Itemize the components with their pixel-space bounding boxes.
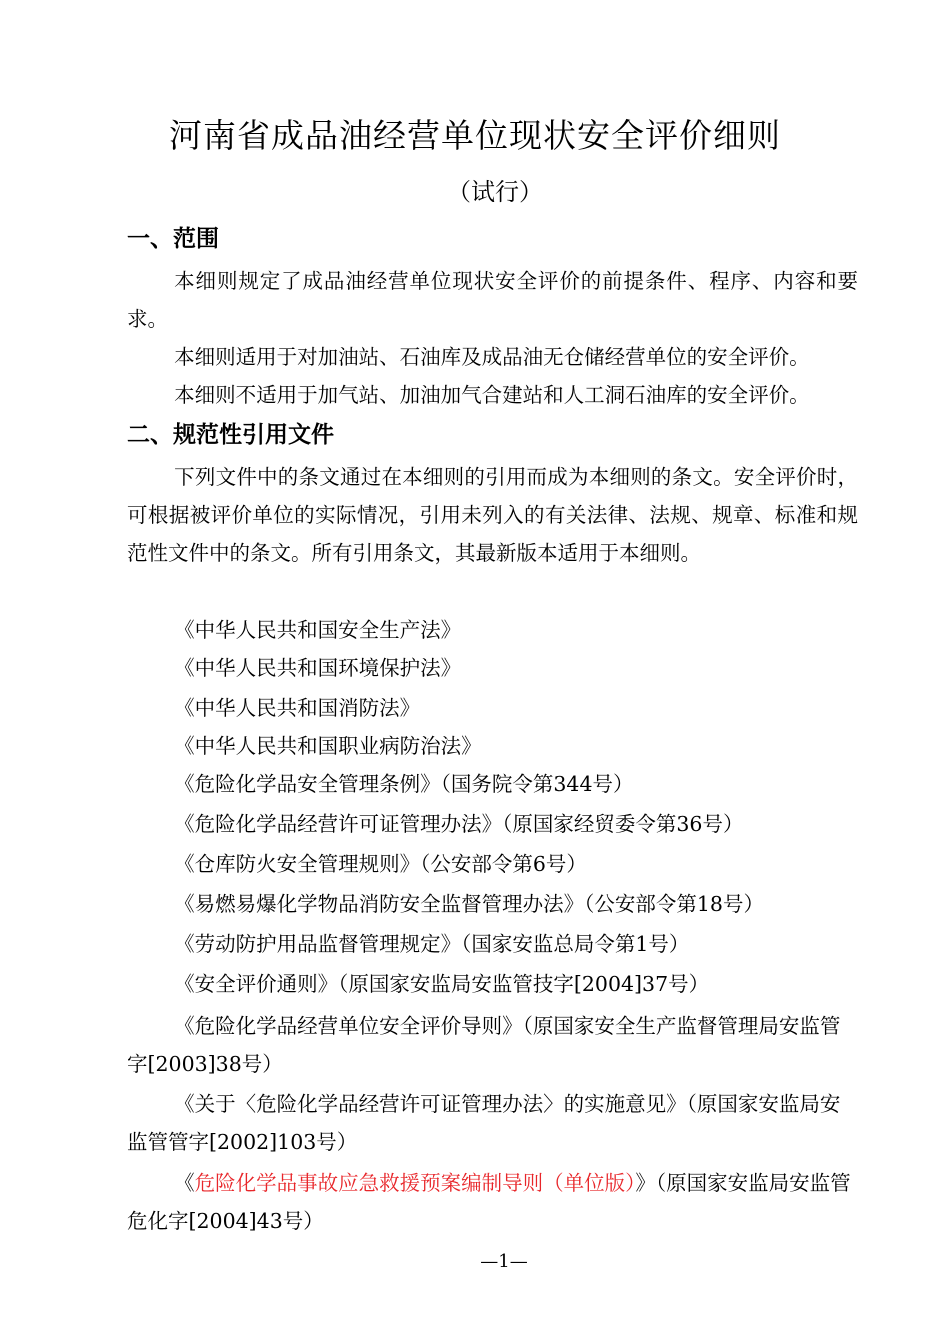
reference-item: 《中华人民共和国消防法》	[174, 696, 421, 720]
reference-item-highlighted	[127, 1164, 858, 1240]
reference-item: 《中华人民共和国安全生产法》	[174, 618, 462, 642]
highlighted-reference-title: 危险化学品事故应急救援预案编制导则（单位版）	[194, 1171, 636, 1195]
scope-paragraph-3: 本细则不适用于加气站、加油加气合建站和人工洞石油库的安全评价。	[174, 383, 810, 407]
reference-source: 》（原国家安监局安监管危化字[2004]43号）	[127, 1171, 851, 1233]
reference-item: 《危险化学品安全管理条例》（国务院令第344号）	[174, 772, 634, 796]
reference-item: 《劳动防护用品监督管理规定》（国家安监总局令第1号）	[174, 932, 690, 956]
reference-item: 《中华人民共和国环境保护法》	[174, 656, 462, 680]
document-subtitle: （试行）	[447, 178, 543, 206]
reference-item: 《易燃易爆化学物品消防安全监督管理办法》（公安部令第18号）	[174, 892, 764, 916]
section-heading-scope: 一、范围	[127, 226, 219, 252]
reference-open-bracket: 《	[174, 1171, 195, 1195]
scope-paragraph-2: 本细则适用于对加油站、石油库及成品油无仓储经营单位的安全评价。	[174, 345, 810, 369]
references-intro-paragraph: 下列文件中的条文通过在本细则的引用而成为本细则的条文。安全评价时，可根据被评价单位的实际情况，引用未列入的有关法律、法规、规章、标准和规范性文件中的条文。所有引用条文，其最新版本适用于本细则。	[127, 465, 858, 565]
reference-item: 《安全评价通则》（原国家安监局安监管技字[2004]37号）	[174, 972, 710, 996]
scope-paragraph-1: 本细则规定了成品油经营单位现状安全评价的前提条件、程序、内容和要求。	[127, 269, 858, 331]
reference-item: 《仓库防火安全管理规则》（公安部令第6号）	[174, 852, 587, 876]
reference-item: 《中华人民共和国职业病防治法》	[174, 734, 482, 758]
page-number: —1—	[480, 1251, 528, 1272]
reference-item: 《关于〈危险化学品经营许可证管理办法〉的实施意见》（原国家安监局安监管管字[2002]103号）	[127, 1092, 841, 1154]
reference-item: 《危险化学品经营单位安全评价导则》（原国家安全生产监督管理局安监管字[2003]38号）	[127, 1014, 841, 1076]
reference-item: 《危险化学品经营许可证管理办法》（原国家经贸委令第36号）	[174, 812, 744, 836]
section-heading-references: 二、规范性引用文件	[127, 422, 334, 448]
document-title: 河南省成品油经营单位现状安全评价细则	[169, 116, 781, 155]
